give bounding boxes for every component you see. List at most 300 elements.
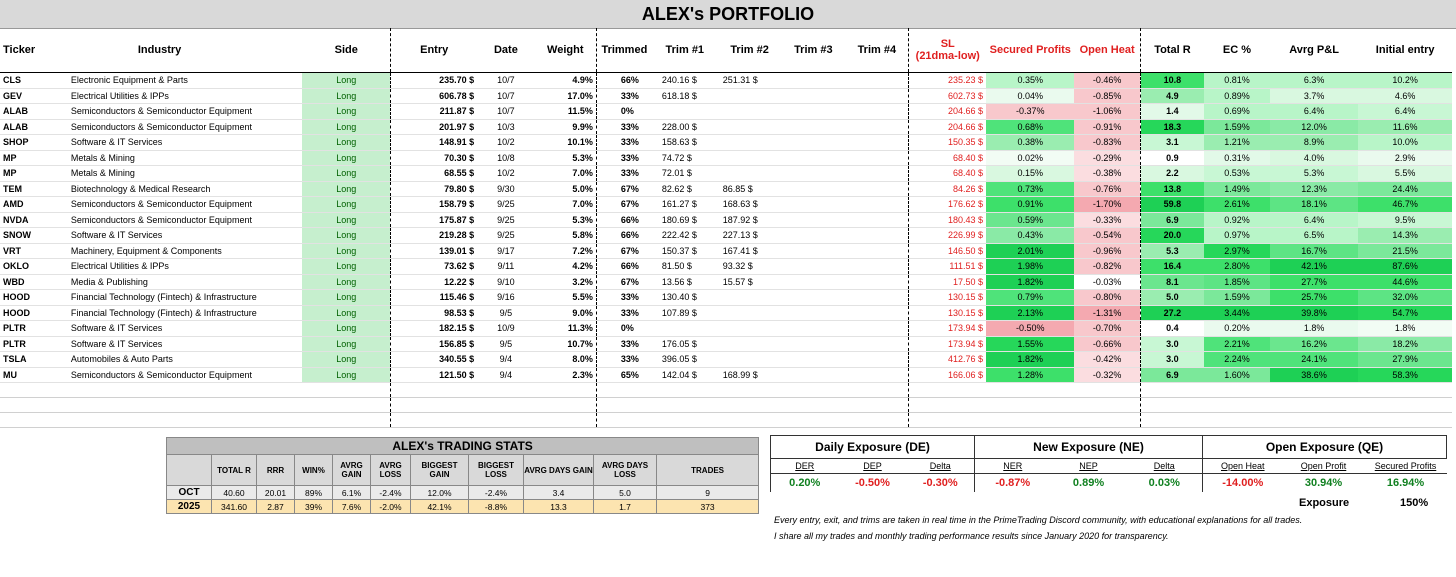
date-cell: 10/3 (477, 119, 535, 135)
ec-cell: 1.60% (1204, 367, 1270, 383)
stats-value-cell: 20.01 (257, 486, 295, 500)
daily-exposure-header: Daily Exposure (DE) (771, 436, 975, 459)
trim1-cell: 142.04 $ (652, 367, 718, 383)
empty-cell (845, 413, 909, 428)
trim2-cell (718, 336, 782, 352)
total-r-cell: 1.4 (1140, 104, 1204, 120)
initial-entry-cell: 46.7% (1358, 197, 1452, 213)
trim4-cell (845, 274, 909, 290)
total-r-cell: 13.8 (1140, 181, 1204, 197)
industry-cell: Software & IT Services (68, 135, 302, 151)
empty-cell (718, 413, 782, 428)
ticker-cell: GEV (0, 88, 68, 104)
new-exposure-header: New Exposure (NE) (975, 436, 1203, 459)
trim4-cell (845, 73, 909, 89)
side-cell: Long (302, 150, 390, 166)
trimmed-cell: 33% (596, 119, 652, 135)
empty-row (0, 383, 1452, 398)
stats-value-cell: 7.6% (333, 500, 371, 514)
trim3-cell (781, 88, 845, 104)
avg-pl-cell: 3.7% (1270, 88, 1358, 104)
trim1-cell (652, 104, 718, 120)
exposure-value-cell: 0.20% (771, 474, 839, 493)
trim4-cell (845, 212, 909, 228)
exposure-value-cell: -0.87% (975, 474, 1051, 493)
trim2-cell: 251.31 $ (718, 73, 782, 89)
secured-profits-cell: 1.98% (986, 259, 1074, 275)
trading-stats-table (166, 437, 759, 514)
empty-cell (781, 383, 845, 398)
weight-cell: 7.0% (535, 166, 597, 182)
trim4-cell (845, 197, 909, 213)
trimmed-cell: 67% (596, 197, 652, 213)
trim4-cell (845, 290, 909, 306)
empty-cell (0, 383, 68, 398)
trimmed-cell: 67% (596, 243, 652, 259)
weight-cell: 5.3% (535, 212, 597, 228)
exposure-label-cell: Delta (907, 459, 975, 474)
ticker-cell: MP (0, 150, 68, 166)
exposure-table (770, 435, 1447, 492)
side-cell: Long (302, 259, 390, 275)
total-r-cell: 16.4 (1140, 259, 1204, 275)
secured-profits-cell: 0.73% (986, 181, 1074, 197)
trim3-cell (781, 228, 845, 244)
table-row (0, 243, 1452, 259)
ec-cell: 2.61% (1204, 197, 1270, 213)
date-cell: 10/8 (477, 150, 535, 166)
initial-entry-cell: 44.6% (1358, 274, 1452, 290)
trim4-cell (845, 367, 909, 383)
trim4-cell (845, 259, 909, 275)
side-cell: Long (302, 212, 390, 228)
initial-entry-cell: 32.0% (1358, 290, 1452, 306)
empty-cell (1140, 398, 1204, 413)
initial-entry-cell: 11.6% (1358, 119, 1452, 135)
secured-profits-cell: 0.59% (986, 212, 1074, 228)
empty-cell (986, 383, 1074, 398)
open-heat-cell: -0.66% (1074, 336, 1140, 352)
total-r-cell: 5.3 (1140, 243, 1204, 259)
trim2-cell: 15.57 $ (718, 274, 782, 290)
entry-cell: 156.85 $ (391, 336, 477, 352)
empty-cell (535, 413, 597, 428)
table-row (0, 181, 1452, 197)
stats-value-cell: -2.4% (469, 486, 524, 500)
exposure-label-cell: NER (975, 459, 1051, 474)
trim1-cell: 81.50 $ (652, 259, 718, 275)
trim1-cell: 618.18 $ (652, 88, 718, 104)
exposure-label-cell: Open Profit (1283, 459, 1365, 474)
avg-pl-cell: 6.5% (1270, 228, 1358, 244)
stats-header-cell: TRADES (657, 455, 759, 486)
open-heat-cell: -1.31% (1074, 305, 1140, 321)
secured-profits-cell: 0.43% (986, 228, 1074, 244)
header-industry (68, 28, 302, 73)
ticker-cell: AMD (0, 197, 68, 213)
industry-cell: Machinery, Equipment & Components (68, 243, 302, 259)
initial-entry-cell: 5.5% (1358, 166, 1452, 182)
avg-pl-cell: 16.7% (1270, 243, 1358, 259)
empty-row (0, 398, 1452, 413)
total-r-cell: 2.2 (1140, 166, 1204, 182)
empty-cell (1204, 398, 1270, 413)
open-heat-cell: -0.91% (1074, 119, 1140, 135)
header-total-r: Total R (1140, 28, 1204, 73)
header-trim4: Trim #4 (845, 28, 909, 73)
industry-cell: Software & IT Services (68, 228, 302, 244)
trim4-cell (845, 336, 909, 352)
date-cell: 9/5 (477, 336, 535, 352)
stats-value-cell: 9 (657, 486, 759, 500)
stop-loss-cell: 176.62 $ (909, 197, 986, 213)
stop-loss-cell: 17.50 $ (909, 274, 986, 290)
date-cell: 10/2 (477, 166, 535, 182)
date-cell: 10/9 (477, 321, 535, 337)
secured-profits-cell: 0.68% (986, 119, 1074, 135)
secured-profits-cell: -0.37% (986, 104, 1074, 120)
initial-entry-cell: 24.4% (1358, 181, 1452, 197)
trim4-cell (845, 135, 909, 151)
stats-value-cell: 341.60 (212, 500, 257, 514)
side-cell: Long (302, 352, 390, 368)
open-heat-cell: -0.38% (1074, 166, 1140, 182)
empty-cell (477, 383, 535, 398)
stop-loss-cell: 84.26 $ (909, 181, 986, 197)
industry-cell: Semiconductors & Semiconductor Equipment (68, 104, 302, 120)
trim1-cell: 161.27 $ (652, 197, 718, 213)
ticker-cell: PLTR (0, 336, 68, 352)
date-cell: 9/4 (477, 367, 535, 383)
trim2-cell (718, 119, 782, 135)
initial-entry-cell: 27.9% (1358, 352, 1452, 368)
total-r-cell: 3.0 (1140, 352, 1204, 368)
empty-cell (1074, 398, 1140, 413)
weight-cell: 9.0% (535, 305, 597, 321)
table-row (0, 197, 1452, 213)
secured-profits-cell: 0.38% (986, 135, 1074, 151)
trim1-cell: 180.69 $ (652, 212, 718, 228)
side-cell: Long (302, 104, 390, 120)
stop-loss-cell: 150.35 $ (909, 135, 986, 151)
header-entry: Entry (391, 28, 477, 73)
initial-entry-cell: 10.2% (1358, 73, 1452, 89)
trimmed-cell: 33% (596, 290, 652, 306)
side-cell: Long (302, 73, 390, 89)
trim3-cell (781, 367, 845, 383)
header-sl-line1: SL (940, 38, 955, 50)
industry-cell: Semiconductors & Semiconductor Equipment (68, 367, 302, 383)
stop-loss-cell: 68.40 $ (909, 150, 986, 166)
table-row (0, 104, 1452, 120)
trim2-cell: 187.92 $ (718, 212, 782, 228)
ec-cell: 0.89% (1204, 88, 1270, 104)
avg-pl-cell: 16.2% (1270, 336, 1358, 352)
trimmed-cell: 65% (596, 367, 652, 383)
stats-header-cell: RRR (257, 455, 295, 486)
stats-header-cell: BIGGEST LOSS (469, 455, 524, 486)
empty-cell (1074, 383, 1140, 398)
side-cell: Long (302, 88, 390, 104)
side-cell: Long (302, 305, 390, 321)
ec-cell: 1.85% (1204, 274, 1270, 290)
trim1-cell: 176.05 $ (652, 336, 718, 352)
avg-pl-cell: 1.8% (1270, 321, 1358, 337)
total-r-cell: 6.9 (1140, 367, 1204, 383)
entry-cell: 12.22 $ (391, 274, 477, 290)
header-trimmed: Trimmed (596, 28, 652, 73)
stop-loss-cell: 226.99 $ (909, 228, 986, 244)
stats-value-cell: 13.3 (524, 500, 594, 514)
table-row (0, 336, 1452, 352)
stats-value-cell: 1.7 (594, 500, 657, 514)
trimmed-cell: 67% (596, 181, 652, 197)
stats-corner (167, 455, 212, 486)
industry-cell: Financial Technology (Fintech) & Infrastructure (68, 305, 302, 321)
ec-cell: 2.21% (1204, 336, 1270, 352)
trim1-cell: 158.63 $ (652, 135, 718, 151)
ec-cell: 2.24% (1204, 352, 1270, 368)
ticker-cell: SHOP (0, 135, 68, 151)
header-trim2: Trim #2 (718, 28, 782, 73)
stats-value-cell: 6.1% (333, 486, 371, 500)
trim1-cell: 130.40 $ (652, 290, 718, 306)
exposure-value-cell: 0.03% (1148, 477, 1180, 489)
empty-cell (302, 413, 390, 428)
industry-cell: Metals & Mining (68, 150, 302, 166)
total-r-cell: 20.0 (1140, 228, 1204, 244)
portfolio-table (0, 28, 1452, 428)
trim2-cell: 168.63 $ (718, 197, 782, 213)
ec-cell: 1.21% (1204, 135, 1270, 151)
total-r-cell: 0.9 (1140, 150, 1204, 166)
stats-header-cell: AVRG DAYS GAIN (524, 455, 594, 486)
entry-cell: 139.01 $ (391, 243, 477, 259)
entry-cell: 235.70 $ (391, 73, 477, 89)
secured-profits-cell: 0.04% (986, 88, 1074, 104)
trim4-cell (845, 88, 909, 104)
entry-cell: 219.28 $ (391, 228, 477, 244)
open-heat-cell: -0.76% (1074, 181, 1140, 197)
avg-pl-cell: 6.4% (1270, 104, 1358, 120)
date-cell: 10/7 (477, 73, 535, 89)
stats-value-cell: -2.0% (371, 500, 411, 514)
trim1-cell: 396.05 $ (652, 352, 718, 368)
header-initial-entry: Initial entry (1358, 28, 1452, 73)
ticker-cell: ALAB (0, 104, 68, 120)
stop-loss-cell: 111.51 $ (909, 259, 986, 275)
trim2-cell: 86.85 $ (718, 181, 782, 197)
empty-cell (596, 413, 652, 428)
trim3-cell (781, 73, 845, 89)
initial-entry-cell: 87.6% (1358, 259, 1452, 275)
trim3-cell (781, 321, 845, 337)
total-r-cell: 18.3 (1140, 119, 1204, 135)
weight-cell: 11.3% (535, 321, 597, 337)
empty-cell (302, 383, 390, 398)
side-cell: Long (302, 181, 390, 197)
empty-cell (535, 383, 597, 398)
weight-cell: 5.3% (535, 150, 597, 166)
weight-cell: 5.5% (535, 290, 597, 306)
stop-loss-cell: 166.06 $ (909, 367, 986, 383)
date-cell: 10/7 (477, 104, 535, 120)
secured-profits-cell: 0.79% (986, 290, 1074, 306)
trim2-cell: 168.99 $ (718, 367, 782, 383)
initial-entry-cell: 4.6% (1358, 88, 1452, 104)
table-row (0, 305, 1452, 321)
trimmed-cell: 66% (596, 228, 652, 244)
weight-cell: 17.0% (535, 88, 597, 104)
stop-loss-cell: 146.50 $ (909, 243, 986, 259)
open-heat-cell: -0.03% (1074, 274, 1140, 290)
stop-loss-cell: 412.76 $ (909, 352, 986, 368)
exposure-value-cell: 0.89% (1072, 477, 1105, 489)
trim3-cell (781, 336, 845, 352)
empty-cell (596, 398, 652, 413)
stats-row (167, 500, 759, 514)
trim3-cell (781, 197, 845, 213)
table-row (0, 166, 1452, 182)
weight-cell: 5.8% (535, 228, 597, 244)
trim3-cell (781, 104, 845, 120)
secured-profits-cell: 0.02% (986, 150, 1074, 166)
empty-cell (1270, 398, 1358, 413)
ticker-cell: ALAB (0, 119, 68, 135)
trim3-cell (781, 290, 845, 306)
open-heat-cell: -0.32% (1074, 367, 1140, 383)
total-r-cell: 10.8 (1140, 73, 1204, 89)
ec-cell: 1.59% (1204, 290, 1270, 306)
table-row (0, 352, 1452, 368)
industry-cell: Automobiles & Auto Parts (68, 352, 302, 368)
ticker-cell: WBD (0, 274, 68, 290)
trimmed-cell: 0% (596, 321, 652, 337)
weight-cell: 10.1% (535, 135, 597, 151)
industry-cell: Electrical Utilities & IPPs (68, 88, 302, 104)
empty-cell (391, 413, 477, 428)
avg-pl-cell: 18.1% (1270, 197, 1358, 213)
stop-loss-cell: 602.73 $ (909, 88, 986, 104)
trim2-cell: 167.41 $ (718, 243, 782, 259)
total-r-cell: 8.1 (1140, 274, 1204, 290)
ticker-cell: TEM (0, 181, 68, 197)
empty-cell (986, 398, 1074, 413)
exposure-value-cell: 30.94% (1304, 477, 1343, 489)
stats-row-label: OCT (167, 486, 212, 500)
secured-profits-cell: 0.91% (986, 197, 1074, 213)
ticker-cell: SNOW (0, 228, 68, 244)
header-trim3: Trim #3 (781, 28, 845, 73)
header-stop-loss (909, 28, 986, 73)
avg-pl-cell: 8.9% (1270, 135, 1358, 151)
trim2-cell (718, 166, 782, 182)
side-cell: Long (302, 135, 390, 151)
table-row (0, 290, 1452, 306)
avg-pl-cell: 6.4% (1270, 212, 1358, 228)
stats-header-cell: AVRG DAYS LOSS (594, 455, 657, 486)
ticker-cell: HOOD (0, 305, 68, 321)
empty-cell (1358, 413, 1452, 428)
table-row (0, 212, 1452, 228)
empty-cell (0, 413, 68, 428)
empty-cell (1204, 383, 1270, 398)
date-cell: 9/17 (477, 243, 535, 259)
trim1-cell: 74.72 $ (652, 150, 718, 166)
trim3-cell (781, 181, 845, 197)
table-row (0, 135, 1452, 151)
table-row (0, 73, 1452, 89)
trim4-cell (845, 150, 909, 166)
entry-cell: 175.87 $ (391, 212, 477, 228)
table-row (0, 150, 1452, 166)
trimmed-cell: 33% (596, 88, 652, 104)
initial-entry-cell: 2.9% (1358, 150, 1452, 166)
trim3-cell (781, 150, 845, 166)
trim1-cell: 72.01 $ (652, 166, 718, 182)
weight-cell: 9.9% (535, 119, 597, 135)
empty-cell (1358, 398, 1452, 413)
header-side: Side (302, 28, 390, 73)
table-row (0, 367, 1452, 383)
exposure-label-cell: Open Heat (1203, 459, 1283, 474)
industry-cell: Electronic Equipment & Parts (68, 73, 302, 89)
open-heat-cell: -0.82% (1074, 259, 1140, 275)
ec-cell: 0.20% (1204, 321, 1270, 337)
stats-row-label: 2025 (167, 500, 212, 514)
exposure-value-row (771, 474, 1447, 493)
empty-cell (1358, 383, 1452, 398)
ticker-cell: OKLO (0, 259, 68, 275)
secured-profits-cell: 2.01% (986, 243, 1074, 259)
total-r-cell: 5.0 (1140, 290, 1204, 306)
weight-cell: 4.2% (535, 259, 597, 275)
stop-loss-cell: 68.40 $ (909, 166, 986, 182)
trim1-cell: 13.56 $ (652, 274, 718, 290)
empty-cell (1074, 413, 1140, 428)
ticker-cell: CLS (0, 73, 68, 89)
entry-cell: 201.97 $ (391, 119, 477, 135)
stats-value-cell: 3.4 (524, 486, 594, 500)
stats-value-cell: -8.8% (469, 500, 524, 514)
total-r-cell: 6.9 (1140, 212, 1204, 228)
entry-cell: 182.15 $ (391, 321, 477, 337)
empty-cell (1270, 383, 1358, 398)
table-row (0, 88, 1452, 104)
trim3-cell (781, 135, 845, 151)
exposure-label-cell: NEP (1051, 459, 1127, 474)
entry-cell: 98.53 $ (391, 305, 477, 321)
trim4-cell (845, 166, 909, 182)
trim1-cell: 222.42 $ (652, 228, 718, 244)
ticker-cell: MU (0, 367, 68, 383)
exposure-label-cell: DER (771, 459, 839, 474)
avg-pl-cell: 38.6% (1270, 367, 1358, 383)
ec-cell: 3.44% (1204, 305, 1270, 321)
exposure-value-cell: -0.30% (922, 477, 958, 489)
date-cell: 9/30 (477, 181, 535, 197)
date-cell: 10/2 (477, 135, 535, 151)
table-row (0, 119, 1452, 135)
avg-pl-cell: 42.1% (1270, 259, 1358, 275)
secured-profits-cell: 1.28% (986, 367, 1074, 383)
industry-cell: Biotechnology & Medical Research (68, 181, 302, 197)
trim4-cell (845, 181, 909, 197)
ec-cell: 0.53% (1204, 166, 1270, 182)
side-cell: Long (302, 228, 390, 244)
ec-cell: 2.80% (1204, 259, 1270, 275)
trim3-cell (781, 212, 845, 228)
